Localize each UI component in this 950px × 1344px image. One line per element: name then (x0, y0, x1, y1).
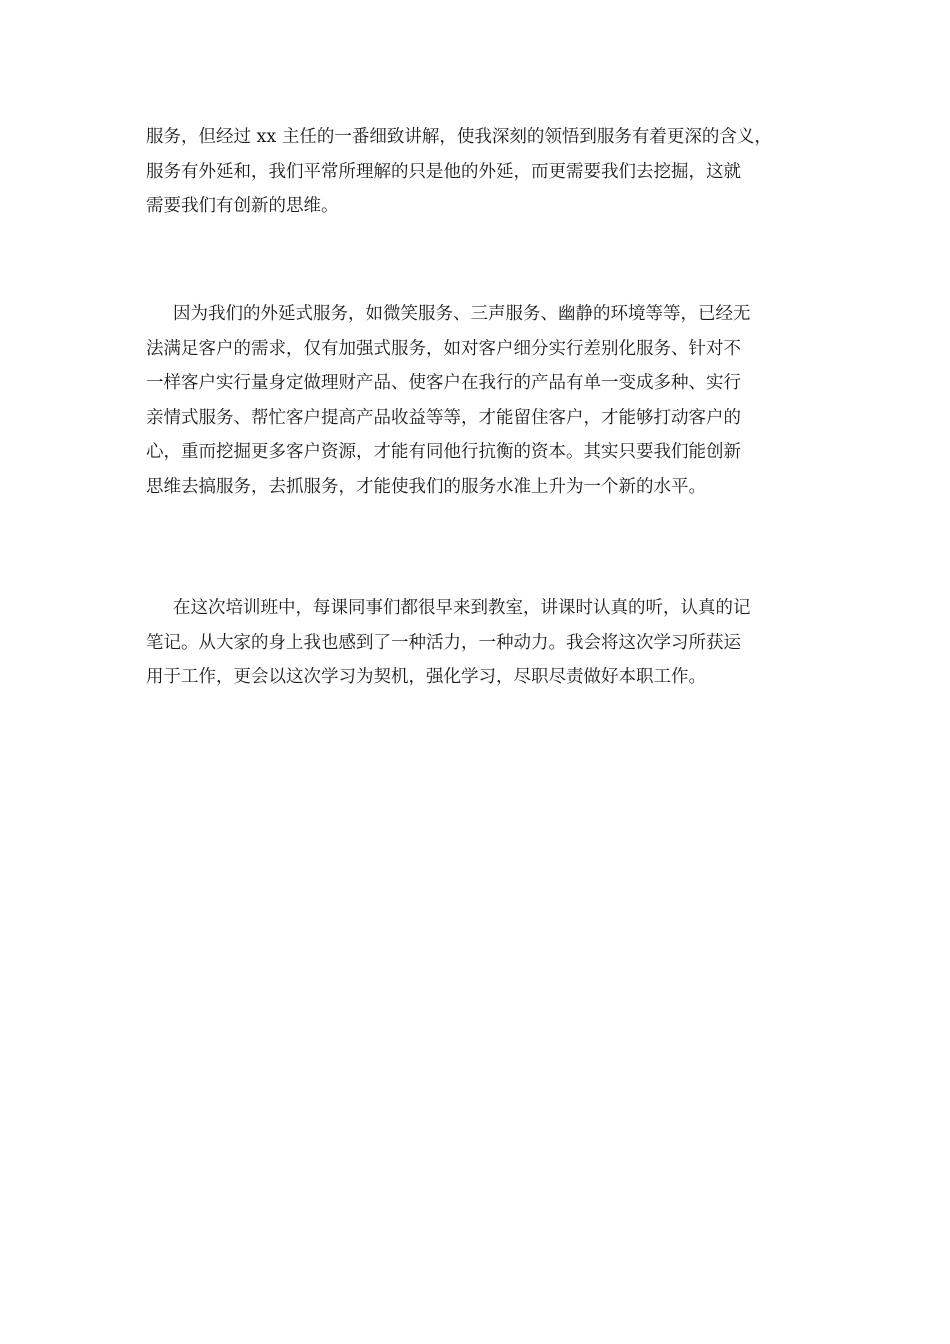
paragraph-line: 一样客户实行量身定做理财产品、使客户在我行的产品有单一变成多种、实行 (146, 373, 741, 393)
paragraph-line: 服务，但经过 xx 主任的一番细致讲解，使我深刻的领悟到服务有着更深的含义， (146, 127, 772, 147)
paragraph-2 (146, 297, 826, 504)
paragraph-line: 心，重而挖掘更多客户资源，才能有同他行抗衡的资本。其实只要我们能创新 (146, 442, 741, 462)
paragraph-line: 服务有外延和，我们平常所理解的只是他的外延，而更需要我们去挖掘，这就 (146, 161, 741, 182)
paragraph-line: 因为我们的外延式服务，如微笑服务、三声服务、幽静的环境等等，已经无 (173, 304, 751, 324)
paragraph-line: 在这次培训班中，每课同事们都很早来到教室，讲课时认真的听，认真的记 (173, 598, 751, 618)
paragraph-line: 需要我们有创新的思维。 (146, 196, 339, 216)
paragraph-line: 用于工作，更会以这次学习为契机，强化学习，尽职尽责做好本职工作。 (146, 667, 706, 687)
paragraph-line: 亲情式服务、帮忙客户提高产品收益等等，才能留住客户，才能够打动客户的 (146, 407, 741, 428)
paragraph-3 (146, 591, 826, 695)
paragraph-line: 法满足客户的需求，仅有加强式服务，如对客户细分实行差别化服务、针对不 (146, 338, 741, 359)
paragraph-1 (146, 120, 826, 224)
paragraph-line: 思维去搞服务，去抓服务，才能使我们的服务水准上升为一个新的水平。 (146, 476, 706, 497)
paragraph-line: 笔记。从大家的身上我也感到了一种活力，一种动力。我会将这次学习所获运 (146, 632, 741, 653)
